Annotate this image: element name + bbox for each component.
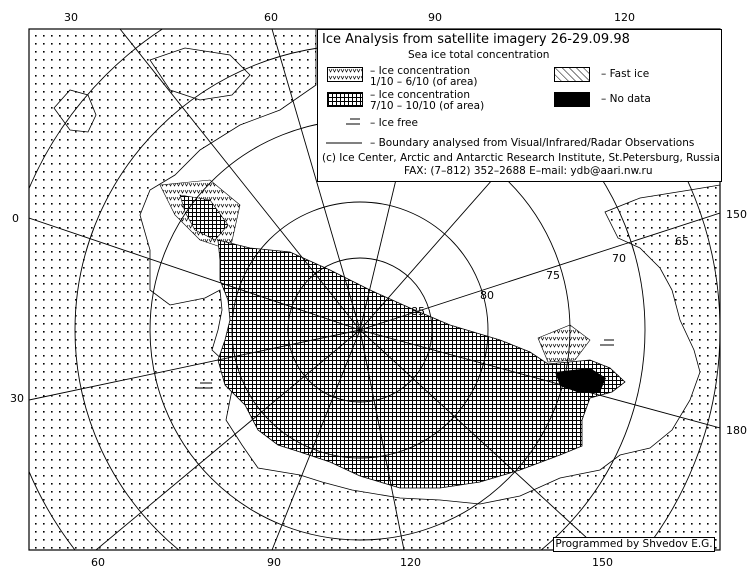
legend-low-line2: 1/10 – 6/10 (of area) <box>370 76 478 88</box>
legend-boundary: – Boundary analysed from Visual/Infrared/Radar Observations <box>370 137 695 149</box>
lon-tick-bottom-90: 90 <box>267 556 281 569</box>
legend-box <box>317 29 722 182</box>
lon-tick-bottom-60: 60 <box>91 556 105 569</box>
no-data-swatch <box>554 92 590 107</box>
legend-no-data: – No data <box>601 93 651 105</box>
legend-credit-line1: (c) Ice Center, Arctic and Antarctic Research Institute, St.Petersburg, Russia <box>322 152 720 164</box>
lon-tick-left-0: 0 <box>12 212 19 225</box>
legend-fast-ice: – Fast ice <box>601 68 650 80</box>
lon-tick-bottom-120: 120 <box>400 556 421 569</box>
lon-tick-left-30: 30 <box>10 392 24 405</box>
lat-label-80: 80 <box>480 289 494 302</box>
legend-subtitle: Sea ice total concentration <box>408 49 550 61</box>
high-concentration-ice <box>218 240 625 488</box>
fast-ice-swatch <box>554 67 590 82</box>
high-concentration-swatch <box>327 92 363 107</box>
low-concentration-ice <box>538 325 590 362</box>
lon-tick-top-90: 90 <box>428 11 442 24</box>
legend-high-line1: – Ice concentration <box>370 89 470 101</box>
map-title: Ice Analysis from satellite imagery 26-29.09.98 <box>322 32 630 47</box>
lat-label-65: 65 <box>675 235 689 248</box>
legend-low-line1: – Ice concentration <box>370 65 470 77</box>
ice-free-symbol <box>342 116 366 128</box>
lon-tick-bottom-150: 150 <box>592 556 613 569</box>
lat-label-85: 85 <box>411 305 425 318</box>
lon-tick-top-120: 120 <box>614 11 635 24</box>
lat-label-70: 70 <box>612 252 626 265</box>
legend-credit-line2: FAX: (7–812) 352–2688 E–mail: ydb@aari.nw.ru <box>404 165 653 177</box>
legend-ice-free: – Ice free <box>370 117 418 129</box>
programmed-by-label: Programmed by Shvedov E.G. <box>553 537 715 552</box>
lon-tick-right-150: 150 <box>726 208 747 221</box>
legend-high-line2: 7/10 – 10/10 (of area) <box>370 100 485 112</box>
boundary-line-symbol <box>326 140 366 146</box>
lon-tick-right-180: 180 <box>726 424 747 437</box>
lat-label-75: 75 <box>546 269 560 282</box>
lon-tick-top-30: 30 <box>64 11 78 24</box>
low-concentration-swatch <box>327 67 363 82</box>
lon-tick-top-60: 60 <box>264 11 278 24</box>
